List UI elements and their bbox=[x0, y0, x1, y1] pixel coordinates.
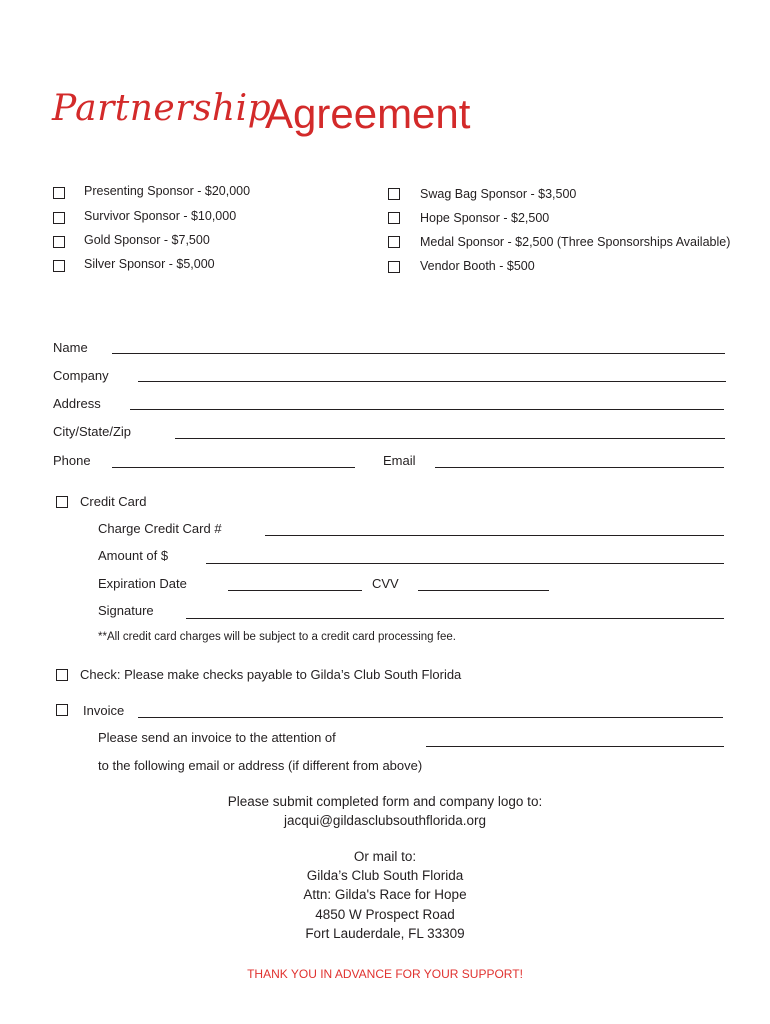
swag-bag-sponsor-label: Swag Bag Sponsor - $3,500 bbox=[420, 187, 577, 201]
survivor-sponsor-checkbox[interactable] bbox=[53, 212, 65, 224]
gold-sponsor-label: Gold Sponsor - $7,500 bbox=[84, 233, 210, 247]
amount-label: Amount of $ bbox=[98, 548, 169, 563]
medal-sponsor-checkbox[interactable] bbox=[388, 236, 400, 248]
invoice-field[interactable] bbox=[138, 717, 723, 718]
email-field[interactable] bbox=[435, 467, 724, 468]
phone-field[interactable] bbox=[112, 467, 355, 468]
vendor-booth-label: Vendor Booth - $500 bbox=[420, 259, 535, 273]
thank-you-message: THANK YOU IN ADVANCE FOR YOUR SUPPORT! bbox=[247, 967, 523, 981]
mail-street: 4850 W Prospect Road bbox=[315, 907, 455, 922]
mail-org: Gilda’s Club South Florida bbox=[306, 868, 464, 883]
vendor-booth-checkbox[interactable] bbox=[388, 261, 400, 273]
expiration-label: Expiration Date bbox=[98, 576, 187, 591]
swag-bag-sponsor-checkbox[interactable] bbox=[388, 188, 400, 200]
company-field[interactable] bbox=[138, 381, 726, 382]
charge-card-label: Charge Credit Card # bbox=[98, 521, 222, 536]
company-label: Company bbox=[53, 368, 109, 383]
address-field[interactable] bbox=[130, 409, 724, 410]
address-label: Address bbox=[53, 396, 101, 411]
invoice-label: Invoice bbox=[83, 703, 125, 718]
cvv-field[interactable] bbox=[418, 590, 549, 591]
submit-email: jacqui@gildasclubsouthflorida.org bbox=[283, 813, 487, 828]
mail-attn: Attn: Gilda's Race for Hope bbox=[303, 887, 467, 902]
credit-card-checkbox[interactable] bbox=[56, 496, 68, 508]
presenting-sponsor-label: Presenting Sponsor - $20,000 bbox=[84, 184, 251, 198]
check-label: Check: Please make checks payable to Gilda’s Club South Florida bbox=[80, 667, 462, 682]
survivor-sponsor-label: Survivor Sponsor - $10,000 bbox=[84, 209, 237, 223]
gold-sponsor-checkbox[interactable] bbox=[53, 236, 65, 248]
invoice-attention-field[interactable] bbox=[426, 746, 724, 747]
silver-sponsor-label: Silver Sponsor - $5,000 bbox=[84, 257, 215, 271]
phone-label: Phone bbox=[53, 453, 91, 468]
page-title: Agreement bbox=[265, 90, 471, 137]
signature-field[interactable] bbox=[186, 618, 724, 619]
silver-sponsor-checkbox[interactable] bbox=[53, 260, 65, 272]
amount-field[interactable] bbox=[206, 563, 724, 564]
presenting-sponsor-checkbox[interactable] bbox=[53, 187, 65, 199]
invoice-attention-label: Please send an invoice to the attention of bbox=[98, 730, 336, 745]
card-number-field[interactable] bbox=[265, 535, 724, 536]
name-label: Name bbox=[53, 340, 88, 355]
hope-sponsor-checkbox[interactable] bbox=[388, 212, 400, 224]
city-state-zip-field[interactable] bbox=[175, 438, 725, 439]
credit-card-label: Credit Card bbox=[80, 494, 147, 509]
city-state-zip-label: City/State/Zip bbox=[53, 424, 132, 439]
name-field[interactable] bbox=[112, 353, 725, 354]
mail-city: Fort Lauderdale, FL 33309 bbox=[305, 926, 465, 941]
mail-to-heading: Or mail to: bbox=[353, 849, 417, 864]
cvv-label: CVV bbox=[372, 576, 399, 591]
medal-sponsor-label: Medal Sponsor - $2,500 (Three Sponsorships Available) bbox=[420, 235, 731, 249]
invoice-email-label: to the following email or address (if different from above) bbox=[98, 758, 423, 773]
check-checkbox[interactable] bbox=[56, 669, 68, 681]
title-script: Partnership bbox=[52, 88, 272, 129]
invoice-checkbox[interactable] bbox=[56, 704, 68, 716]
submit-instructions: Please submit completed form and company logo to: bbox=[227, 794, 543, 809]
hope-sponsor-label: Hope Sponsor - $2,500 bbox=[420, 211, 550, 225]
processing-fee-note: **All credit card charges will be subject to a credit card processing fee. bbox=[98, 631, 456, 643]
expiration-field[interactable] bbox=[228, 590, 362, 591]
email-label: Email bbox=[383, 453, 416, 468]
signature-label: Signature bbox=[98, 603, 154, 618]
